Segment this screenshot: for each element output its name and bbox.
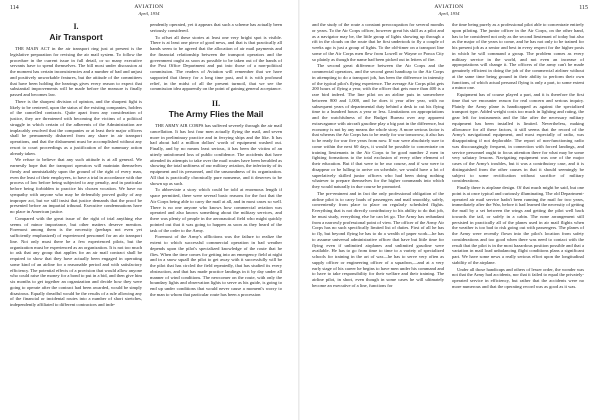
page-number: 114: [10, 5, 19, 11]
paragraph: The second great difference between the Air Corps and the commercial operators, and the second great handicap to the Air Corps in attempting to do a transport job, has been the difference in intensity of the typical pilot's flying experience. The average Air Corps pilot gets 200 hours of flying a year, with the officer that gets more than 400 is a rare bird indeed. The line pilot on an airline puts in somewhere between 800 and 1,000, and he does it year after year, with no subsequent years of departmental duty behind a desk to cut his flying time to a hundred hours a year or less. Limitations on appropriations and the watchfulness of the Budget Bureau over any apparent extravagance with aircraft gasoline play a big part in the difference, but economy is not by any means the whole story. A more serious factor is that whereas the Air Corps has to be ready for war tomorrow, it also has to be ready for war five years from now. If war were absolutely sure to come within the next 60 days, it would be possible to concentrate on training lieutenants in the Air Corps to be good number 2 men in fighting formations to the total exclusion of every other element of their education. But if that were to be our course, and if war were to disappear or be lulling to arrive on schedule, we would have a lot of superlatively skilled junior officers who had been doing nothing whatever to prepare themselves for the higher commands into which they would naturally in due course be promoted.: [312, 63, 444, 189]
section-title: The Army Flies the Mail: [168, 109, 264, 119]
paragraph: Under all those handicaps and others of lesser order, the wonder was not that the Army had accidents, nor that it failed to equal the privately-operated service in efficiency, but rather that the accidents were no more numerous and that the operating record was as good as it was.: [452, 266, 584, 289]
column-1: [312, 22, 444, 412]
paragraph: We refuse to believe that any such attitude is at all general. We earnestly hope that the transport operators will maintain themselves firmly and unmistakably upon the ground of the right of every man, even the least of their employees, to have a trial in accordance with due process of law before being subjected to any penalty, and in particular before being forbidden to practice his chosen vocation. We have no sympathy with anyone who may be defensibly proved guilty of any improper act, but we still insist that justice demands that the proof be presented before an impartial tribunal. Executive condemnations have no place in American justice.: [10, 157, 142, 214]
paragraph: pendently operated, yet it appears that such a scheme has actually been seriously considered.: [150, 22, 282, 33]
column-1: [10, 22, 142, 412]
column-2: [150, 22, 282, 412]
paragraph: There is the sharpest division of opinion, and the sharpest fight is likely to be centered, upon the status of the existing companies, holders of the cancelled contracts. Quite apart from any consideration of justice, they are threatened with becoming the victims of a political struggle in which certain of the adherents of the Administration are implacably resolved that the companies or at least their major officers shall be permanently disbarred from any share in air transport operations, and that the disbarment must be accomplished without any resort to court proceedings as a justification of the summary action already taken.: [10, 98, 142, 156]
paragraph: Compared with the great issue of the right of trial anything else seems of minor importance, but other matters deserve mention. Foremost among them is the necessity (perhaps not even yet sufficiently emphasized) of experienced personnel for an air transport line. Not only must there be a few experienced pilots, but the organization must be experienced as an organization. It is not too much to ask that any group that applies for an air mail contract shall be required to show that they have actually been engaged in operating some kind of an airline for a reasonable period and with satisfactory efficiency. The potential effects of a provision that would allow anyone who could raise the money for a bond to put in a bid, and then give him six months to get together an organization and decide how they were going to operate after the contract had been awarded, would be simply disastrous. Equally dreadful would be the results of a rule allowing any of the financial or incidental routes into a number of short stretches, independently affiliated to different contractors and inde-: [10, 215, 142, 307]
section-numeral: I.: [73, 22, 79, 31]
masthead: AVIATION: [134, 4, 164, 10]
paragraph: and the study of the route a constant preoccupation for several months or years. To the Air Corps officer, however great his skill as a pilot and as a navigator may be, the little group of lights showing up through a rift in the clouds on the route that he first undertook to fly a couple of weeks ago is just a group of lights. To the old-timer on a transport line some of the Air Corps men flew from Lowell or Wayne or Ponca City so plainly as though the name had been picked out in letters of fire.: [312, 22, 444, 62]
right-page: [300, 0, 598, 420]
paragraph: THE ARMY AIR CORPS has suffered severely through the air mail cancellation. It has lost four men actually flying the mail, and seven more in preliminary practice and in ferrying ships and the like. It has had about half a million dollars' worth of equipment washed out. Finally, and by no means least serious, it has been the victim of an utterly uninformed loss of public confidence. The accidents that have attended its attempts to take over the mail routes have been heralded as showing the total unfitness of our military aviation, the inferiority of its equipment and its personnel, and the unsoundness of its organization. All that is practically chronically pure nonsense, and it deserves to be shown up as such.: [150, 123, 282, 186]
paragraph: To offset all these stories at least one very bright spot is visible. There is at least one piece of good news, and that is that practically all hands seem to be agreed that the allocation of air mail payments and the financial relationship between the transport operators and the government ought as soon as possible to be taken out of the hands of the Post Office Department and put into those of a non-political commission. The readers of Aviation will remember that we have supported that theory for a long time past, and it is with profound relief, in the midst of all the present turmoil, that we see the commission idea apparently on the point of gaining general acceptance.: [150, 34, 282, 92]
masthead: AVIATION: [434, 4, 464, 10]
right-page-header: [300, 3, 598, 21]
paragraph: To abbreviate a story which could be told at enormous length if space permitted, there were several basic reasons for the fact that the Air Corps being able to carry the mail at all, and in most cases so well. There is no one anyone who knows how commercial aviation was operated and also knows something about the military services, and there was plenty of people in the aeronautical field who might quickly pointed out that it was going to happen as soon as they heard of the task of the order to the Army.: [150, 187, 282, 233]
issue-date: April, 1934: [138, 11, 160, 16]
issue-date: April, 1934: [438, 11, 460, 16]
paragraph: THE MAIN ACT in the air transport ring just at present is the legislative preparation for revising the air mail system. To follow the procedure in the current issue in full detail, or so many executive servants have to spend themselves. The bill most under discussion at the moment has certain inconsistencies and a number of bad and unjust and positively unworkable features, but the attitude of the committees that have been holding the hearings gives every reason to expect that substantial improvements will be made before the measure is finally passed and becomes law.: [10, 46, 142, 97]
paragraph: Equipment has of course played a part, and it is therefore the first time that we encounter reason for real concern and serious inquiry. Plainly the Army plane is handicapped as against the specialized transport type. Added weight costs too much in lighting and rating, the gear left for instruments and the like after the necessary military equipment has been installed is limited. Nevertheless, making allowance for all these factors, it still seems that the record of the Army's navigational equipment, and most especially of radio, was disappointing if not deplorable. The report of non-functioning radio was discouragingly frequent, in connection with forced landings, and service personnel ought to focus attention there for what may be some very salutary lessons. Navigating equipment was one of the major cases of the Army's troubles, but it was a contributory case, and it is distinguished from the other causes in that it should seemingly be subject to some rectification without sacrifice of military considerations.: [452, 92, 584, 184]
left-page-header: [0, 3, 298, 21]
left-page: [0, 0, 298, 420]
paragraph: The pre-eminent and in fact the only professional obligation of the airline pilot is to carry loads of passengers and mail smoothly, safely, conveniently from place to place on regularly scheduled flights. Everything that is not directly contributory to his ability to do that job, he must study, everything else he can let go. The Army has redundant from a narrowly professional point of view. The officer of the Army Air Corps has no such specifically limited list of duties. First of all he has to fly, but beyond flying he has to do a wealth of paper work—he has to assume universal administrative officer that have but little time for flying even if unlimited airplanes and unlimited gasoline were available. He has to go from time to time to a variety of specialized schools for training in the art of war—he has to serve very often as supply officer or engineering officer of a squadron,—and at a very early stage of his career he begins to have men under his command and to have to take responsibility for their welfare and their training. The airline pilot, in short, even though in some cases he will ultimately become an executive of a line, functions for: [312, 190, 444, 288]
paragraph: the time being purely as a professional pilot able to concentrate entirely upon piloting. The junior officer in the Air Corps, on the other hand, has to be considered not only as the second lieutenant of today but also as the major of the years to come, and he has not only to be trained for his present job as a senior and best in every respect for the higher posts in which he will command a group. The problem comes as every military service in the world, and not even an increase of appropriations will change it. The officers of the army can't be made genuinely efficient in doing the job of the commercial airliner without at the same time being ground in their ability to perform their own functions, of which actual personal flying is only a part, to some extent a minor one.: [452, 22, 584, 91]
page-number: 115: [579, 5, 588, 11]
paragraph: Foremost of the Army's afflictions was the failure to realize the extent to which successful commercial operation in bad weather depends upon the pilot's specialized knowledge of the route that he flies. When the time comes for getting into an emergency field at night and in a snow squall the pilot to get away with it successfully will be the pilot that has circled the field repeatedly, that has studied its every obstruction, and that has made practice landings in it by day under all manner of wind conditions. The newcomer on the route, with only the boundary lights and observation lights to serve as his guide, is going to end up under conditions that would never cause a moment's worry to the man to whom that particular route has been a procession: [150, 234, 282, 297]
section-numeral: II.: [211, 99, 221, 108]
section-title: Air Transport: [49, 32, 103, 42]
paragraph: Finally there is airplane design. Of that much might be said, but one point is at once typical and curiously illuminating. The old Department-operated air mail service hadn't been running the mail for two years, immediately after the War, before it had learned the necessity of getting the mail by a set between the wings and getting the pilot well back towards the tail, or safely in a cabin. The none arrangement still persisted in practically all of the planes used in air mail flights when the weather is too bad to risk going out with passengers. The planes of the Army were recently flown into the pilot's location from safety considerations and too good when there was need to contact with the result that the pilot is in the most hazardous position possible and that a variation in mail load unbalancing flight conditions plans a significant part. We have some news a really serious effort upon the longitudinal stability of the airplane.: [452, 185, 584, 265]
column-2: [452, 22, 584, 412]
